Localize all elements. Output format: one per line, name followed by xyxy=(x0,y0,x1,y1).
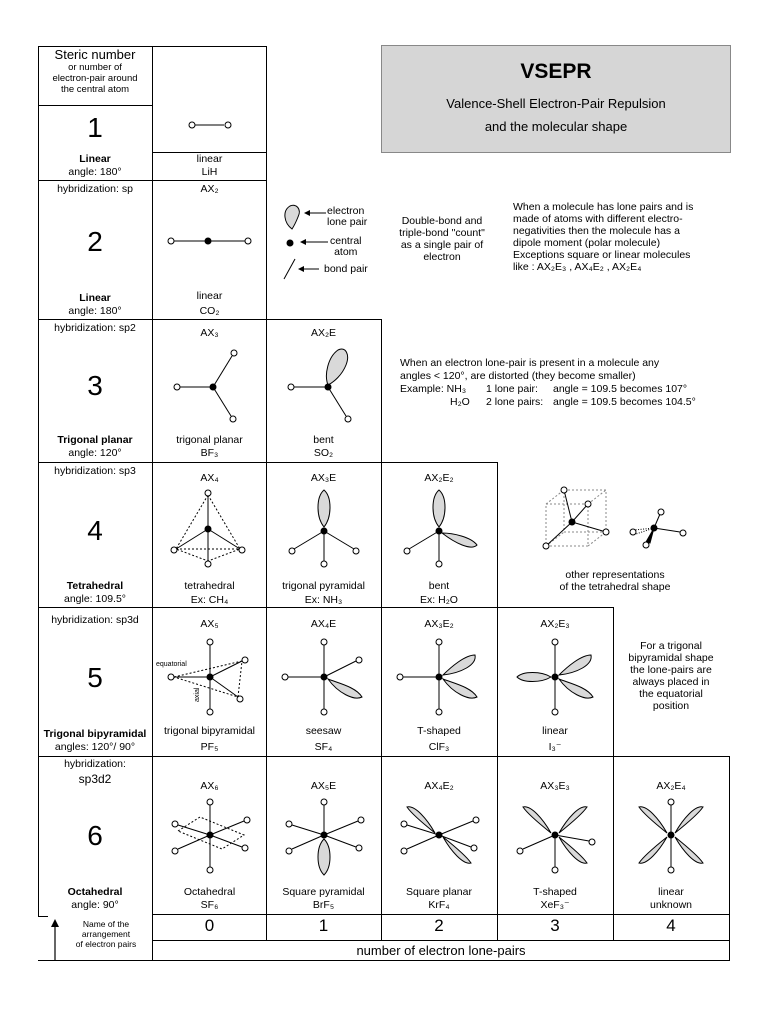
lp-count-0: 0 xyxy=(204,916,215,935)
steric-number-6: 6 xyxy=(87,820,103,851)
steric-number-3: 3 xyxy=(87,370,103,401)
molecule-ax5e xyxy=(266,795,381,880)
row1-name: Linear xyxy=(79,153,111,165)
legend-lone-pair-label xyxy=(327,206,367,228)
c53-shape: linear xyxy=(542,725,568,737)
axial-label: axial xyxy=(194,687,201,702)
row3-angle: angle: 120° xyxy=(68,447,122,459)
c61-example: BrF₅ xyxy=(312,899,335,911)
molecule-ax2e4 xyxy=(613,795,729,880)
molecule-ax4e2 xyxy=(381,795,497,880)
c52-formula: AX₃E₂ xyxy=(424,618,454,630)
distort-3c: angle = 109.5 becomes 107° xyxy=(553,383,688,395)
header-line-3: electron-pair around xyxy=(52,73,138,84)
title-heading: VSEPR xyxy=(520,60,592,83)
legend-bond-pair-label: bond pair xyxy=(324,263,368,275)
distort-row-4 xyxy=(400,396,730,409)
tbp-4: always placed in xyxy=(632,676,710,688)
arrow-note-2: arrangement xyxy=(81,929,131,939)
c20-formula: AX₂ xyxy=(200,183,219,195)
distort-3a: Example: NH₃ xyxy=(400,383,467,395)
tbp-6: position xyxy=(652,700,690,712)
title-subtitle-2: and the molecular shape xyxy=(484,119,628,134)
legend-arrows xyxy=(300,205,330,245)
dipole-5: Exceptions square or linear molecules xyxy=(513,249,691,261)
distort-4b: 2 lone pairs: xyxy=(486,396,544,408)
c64-formula: AX₂E₄ xyxy=(656,780,686,792)
molecule-ax6 xyxy=(152,795,267,880)
c40-example: Ex: CH₄ xyxy=(190,594,229,606)
row6-hybridization-2: sp3d2 xyxy=(78,772,112,786)
row4-angle: angle: 109.5° xyxy=(63,593,126,605)
c51-example: SF₄ xyxy=(314,741,333,753)
dipole-3: negativities then the molecule has a xyxy=(513,225,680,237)
tetra-rep-1: other representations xyxy=(565,569,665,581)
c64-example: unknown xyxy=(649,899,693,911)
c63-shape: T-shaped xyxy=(533,886,577,898)
c40-shape: tetrahedral xyxy=(184,580,235,592)
equatorial-label: equatorial xyxy=(156,661,187,668)
c51-formula: AX₄E xyxy=(310,618,337,630)
row1-angle: angle: 180° xyxy=(68,166,122,178)
c50-example: PF₅ xyxy=(200,741,219,753)
c53-example: I₃⁻ xyxy=(548,741,562,753)
steric-number-2: 2 xyxy=(87,226,103,257)
lp-count-1: 1 xyxy=(318,916,329,935)
tbp-2: bipyramidal shape xyxy=(628,652,714,664)
double-bond-2: triple-bond "count" xyxy=(399,227,485,239)
dipole-4: dipole moment (polar molecule) xyxy=(513,237,661,249)
row2-name: Linear xyxy=(79,292,111,304)
legend-central-2: atom xyxy=(334,246,358,258)
c10-shape: linear xyxy=(196,153,223,165)
lone-pairs-axis-label: number of electron lone-pairs xyxy=(356,943,526,958)
row6-hybridization-1: hybridization: xyxy=(64,758,126,770)
row4-hybridization: hybridization: sp3 xyxy=(54,465,136,477)
lp-count-2: 2 xyxy=(434,916,444,935)
c30-formula: AX₃ xyxy=(200,327,219,339)
c60-example: SF₆ xyxy=(200,899,219,911)
c30-shape: trigonal planar xyxy=(176,434,243,446)
c63-example: XeF₃⁻ xyxy=(540,899,570,911)
steric-number-5: 5 xyxy=(87,662,103,693)
tbp-3: the lone-pairs are xyxy=(630,664,712,676)
dipole-6: like : AX₂E₃ , AX₄E₂ , AX₂E₄ xyxy=(513,261,642,273)
molecule-lih xyxy=(152,105,267,150)
double-bond-4: electron xyxy=(423,251,461,263)
c31-formula: AX₂E xyxy=(310,327,337,339)
title-subtitle-1: Valence-Shell Electron-Pair Repulsion xyxy=(446,96,666,111)
tbp-1: For a trigonal xyxy=(640,640,702,652)
double-bond-1: Double-bond and xyxy=(401,215,483,227)
distort-3b: 1 lone pair: xyxy=(486,383,538,395)
legend-bond-pair-icon xyxy=(282,257,322,281)
c60-shape: Octahedral xyxy=(183,886,236,898)
row6-name: Octahedral xyxy=(67,886,123,898)
distortion-note xyxy=(400,357,730,409)
distort-4a: H₂O xyxy=(450,396,470,408)
row2-hybridization: hybridization: sp xyxy=(57,183,133,195)
distort-row-3 xyxy=(400,383,730,396)
molecule-ax5 xyxy=(152,633,267,723)
c30-example: BF₃ xyxy=(200,447,219,459)
c60-formula: AX₆ xyxy=(200,780,219,792)
steric-number-header xyxy=(38,48,152,95)
c31-shape: bent xyxy=(313,434,334,446)
tetra-rep-2: of the tetrahedral shape xyxy=(559,581,671,593)
dipole-1: When a molecule has lone pairs and is xyxy=(513,201,694,213)
molecule-ax3e2 xyxy=(381,633,497,723)
c62-shape: Square planar xyxy=(406,886,472,898)
c42-shape: bent xyxy=(428,580,450,592)
c42-example: Ex: H₂O xyxy=(420,594,458,606)
double-bond-note xyxy=(392,215,492,263)
distort-2: angles < 120°, are distorted (they become smaller) xyxy=(400,370,636,382)
title-box xyxy=(381,45,731,153)
tetrahedral-wedge-representation xyxy=(628,508,692,548)
c31-example: SO₂ xyxy=(313,447,334,459)
c50-shape: trigonal bipyramidal xyxy=(163,725,256,737)
legend-central-atom-icon xyxy=(284,237,296,249)
c53-formula: AX₂E₃ xyxy=(540,618,570,630)
row2-angle: angle: 180° xyxy=(68,305,122,317)
c51-shape: seesaw xyxy=(305,725,342,737)
row5-hybridization: hybridization: sp3d xyxy=(51,614,139,626)
molecule-ax4e xyxy=(266,633,381,723)
header-line-2: or number of xyxy=(68,62,122,73)
c20-example: CO₂ xyxy=(199,305,220,317)
lp-count-4: 4 xyxy=(666,916,676,935)
molecule-ax2 xyxy=(152,220,267,260)
distort-1: When an electron lone-pair is present in a molecule any xyxy=(400,357,660,369)
c62-example: KrF₄ xyxy=(428,899,450,911)
row5-name: Trigonal bipyramidal xyxy=(43,728,147,740)
arrow-note-3: of electron pairs xyxy=(75,939,137,949)
molecule-ax2e xyxy=(266,345,381,425)
c61-shape: Square pyramidal xyxy=(282,886,365,898)
tetrahedral-representations-caption xyxy=(510,569,720,593)
c64-shape: linear xyxy=(658,886,684,898)
dipole-2: made of atoms with different electro- xyxy=(513,213,683,225)
molecule-ax2e3 xyxy=(497,633,613,723)
row3-hybridization: hybridization: sp2 xyxy=(54,322,136,334)
c40-formula: AX₄ xyxy=(200,472,219,484)
molecule-ax4 xyxy=(152,487,267,567)
tbp-5: the equatorial xyxy=(639,688,703,700)
dipole-note xyxy=(513,201,718,273)
tbp-lone-pair-note xyxy=(616,640,726,712)
header-line-1: Steric number xyxy=(54,47,136,62)
c61-formula: AX₅E xyxy=(310,780,337,792)
header-line-4: the central atom xyxy=(60,84,130,95)
molecule-ax2e2 xyxy=(381,487,497,567)
legend-central-1: central xyxy=(330,235,362,247)
c10-example: LiH xyxy=(201,166,218,178)
lp-count-3: 3 xyxy=(550,916,560,935)
steric-number-4: 4 xyxy=(87,515,103,546)
row5-angle: angles: 120°/ 90° xyxy=(54,741,136,753)
arrangement-note xyxy=(60,919,152,949)
distort-4c: angle = 109.5 becomes 104.5° xyxy=(553,396,696,408)
c41-shape: trigonal pyramidal xyxy=(282,580,365,592)
c42-formula: AX₂E₂ xyxy=(424,472,454,484)
double-bond-3: as a single pair of xyxy=(400,239,484,251)
c63-formula: AX₃E₃ xyxy=(540,780,570,792)
c41-example: Ex: NH₃ xyxy=(304,594,343,606)
c52-shape: T-shaped xyxy=(417,725,461,737)
row4-name: Tetrahedral xyxy=(66,580,124,592)
tetrahedral-cube-representation xyxy=(538,486,618,556)
legend-central-atom-label xyxy=(330,236,362,258)
legend-lone-pair-1: electron xyxy=(327,205,365,217)
c41-formula: AX₃E xyxy=(310,472,337,484)
c62-formula: AX₄E₂ xyxy=(424,780,454,792)
molecule-ax3e xyxy=(266,487,381,567)
row6-angle: angle: 90° xyxy=(71,899,119,911)
row3-name: Trigonal planar xyxy=(57,434,133,446)
c52-example: ClF₃ xyxy=(428,741,450,753)
molecule-ax3 xyxy=(152,345,267,425)
c20-shape: linear xyxy=(196,290,223,302)
arrow-note-1: Name of the xyxy=(82,919,130,929)
steric-number-1: 1 xyxy=(87,112,103,143)
legend-lone-pair-2: lone pair xyxy=(327,216,368,228)
molecule-ax3e3 xyxy=(497,795,613,880)
c50-formula: AX₅ xyxy=(200,618,219,630)
